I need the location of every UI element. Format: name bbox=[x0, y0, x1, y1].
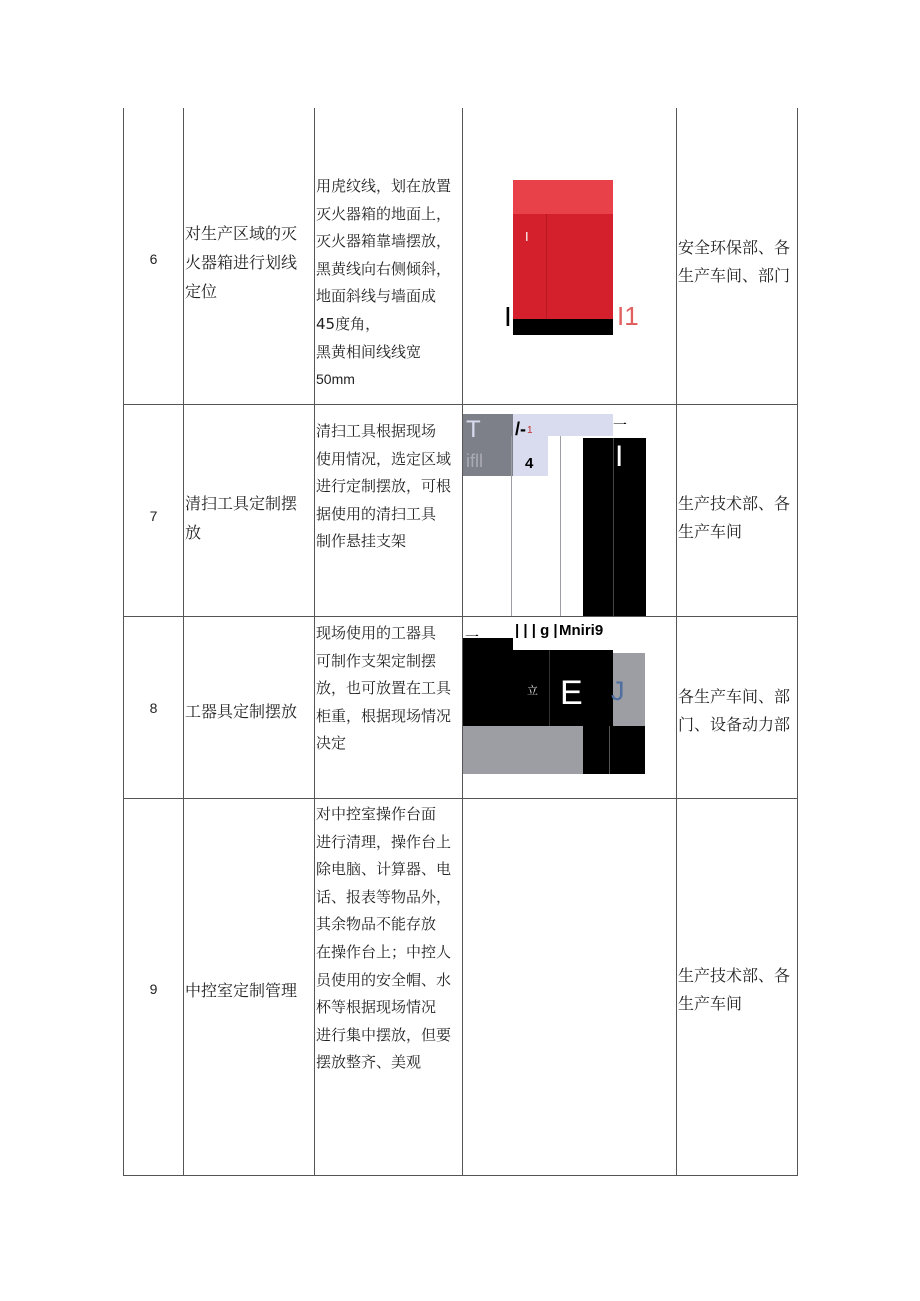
photo-text: I bbox=[525, 229, 529, 244]
desc-line: 进行定制摆放，可根 bbox=[316, 477, 452, 496]
photo-text: 立 bbox=[527, 685, 538, 697]
photo-text: | | | g | bbox=[515, 622, 558, 639]
photo-text: 一 bbox=[613, 417, 627, 433]
cleaning-tools-photo bbox=[463, 414, 653, 616]
dept-line: 各生产车间、部 bbox=[678, 687, 791, 706]
responsible-department bbox=[678, 683, 797, 739]
item-line: 对生产区域的灭 bbox=[185, 224, 298, 243]
desc-line: 决定 bbox=[316, 734, 347, 753]
item-line: 火器箱进行划线 bbox=[185, 253, 298, 272]
dept-line: 生产技术部、各 bbox=[678, 494, 791, 513]
photo-text: E bbox=[560, 674, 583, 712]
desc-line: 可制作支架定制摆 bbox=[316, 651, 437, 670]
photo-text: I bbox=[615, 440, 624, 473]
desc-line: 45度角， bbox=[316, 314, 381, 333]
desc-line: 除电脑、计算器、电 bbox=[316, 860, 452, 879]
item-line: 放 bbox=[185, 523, 202, 542]
desc-line: 柜重，根据现场情况 bbox=[316, 706, 452, 725]
tool-rack-photo bbox=[463, 620, 653, 776]
dept-line: 安全环保部、各 bbox=[678, 238, 791, 257]
item-line: 定位 bbox=[185, 282, 218, 301]
item-name bbox=[185, 976, 313, 1005]
desc-line: 黑黄相间线线宽 bbox=[316, 342, 422, 361]
desc-line: 进行集中摆放，但要 bbox=[316, 1025, 452, 1044]
row-number: 7 bbox=[149, 508, 158, 524]
photo-text: I1 bbox=[617, 301, 639, 331]
desc-line: 话、报表等物品外， bbox=[316, 887, 452, 906]
item-description bbox=[316, 418, 462, 556]
dept-line: 门、设备动力部 bbox=[678, 715, 791, 734]
item-name bbox=[185, 219, 313, 306]
desc-line: 进行清理，操作台上 bbox=[316, 832, 452, 851]
desc-line: 50mm bbox=[316, 371, 355, 388]
item-line: 清扫工具定制摆 bbox=[185, 494, 298, 513]
desc-line: 员使用的安全帽、水 bbox=[316, 970, 452, 989]
desc-line: 用虎纹线，划在放置 bbox=[316, 177, 452, 195]
desc-line: 放，也可放置在工具 bbox=[316, 679, 452, 698]
photo-text: ifll bbox=[466, 451, 483, 471]
desc-line: 对中控室操作台面 bbox=[316, 805, 437, 823]
item-line: 工器具定制摆放 bbox=[185, 702, 298, 721]
desc-line: 灭火器箱的地面上， bbox=[316, 204, 452, 223]
item-name bbox=[185, 697, 313, 726]
photo-text: I bbox=[504, 301, 512, 332]
desc-line: 杯等根据现场情况 bbox=[316, 998, 437, 1017]
dept-line: 生产车间、部门 bbox=[678, 266, 791, 285]
responsible-department bbox=[678, 962, 797, 1018]
responsible-department bbox=[678, 234, 797, 290]
desc-line: 现场使用的工器具 bbox=[316, 624, 437, 642]
photo-text: 一 bbox=[465, 629, 479, 645]
dept-line: 生产车间 bbox=[678, 994, 743, 1013]
photo-text: /- bbox=[515, 419, 526, 439]
item-line: 中控室定制管理 bbox=[185, 981, 298, 1000]
desc-line: 灭火器箱靠墙摆放， bbox=[316, 232, 452, 251]
photo-text: T bbox=[466, 416, 481, 443]
item-description bbox=[316, 173, 462, 394]
desc-line: 据使用的清扫工具 bbox=[316, 504, 437, 523]
item-name bbox=[185, 489, 313, 547]
dept-line: 生产技术部、各 bbox=[678, 966, 791, 985]
item-description bbox=[316, 620, 462, 758]
desc-line: 黑黄线向右侧倾斜， bbox=[316, 259, 452, 278]
photo-text: 1 bbox=[527, 425, 533, 436]
desc-line: 制作悬挂支架 bbox=[316, 532, 407, 551]
desc-line: 在操作台上；中控人 bbox=[316, 942, 452, 961]
desc-line: 地面斜线与墙面成 bbox=[316, 287, 437, 306]
photo-text: Mniri9 bbox=[559, 622, 604, 639]
photo-text: 4 bbox=[525, 455, 534, 472]
row-number: 6 bbox=[149, 251, 158, 267]
photo-text: J bbox=[611, 676, 625, 706]
desc-line: 其余物品不能存放 bbox=[316, 915, 437, 934]
item-description bbox=[316, 801, 462, 1077]
desc-line: 清扫工具根据现场 bbox=[316, 422, 437, 440]
dept-line: 生产车间 bbox=[678, 522, 743, 541]
desc-line: 摆放整齐、美观 bbox=[316, 1053, 422, 1072]
fire-box-photo bbox=[500, 175, 650, 337]
desc-line: 使用情况，选定区域 bbox=[316, 449, 452, 468]
row-number: 9 bbox=[149, 981, 158, 997]
row-number: 8 bbox=[149, 700, 158, 716]
responsible-department bbox=[678, 490, 797, 546]
